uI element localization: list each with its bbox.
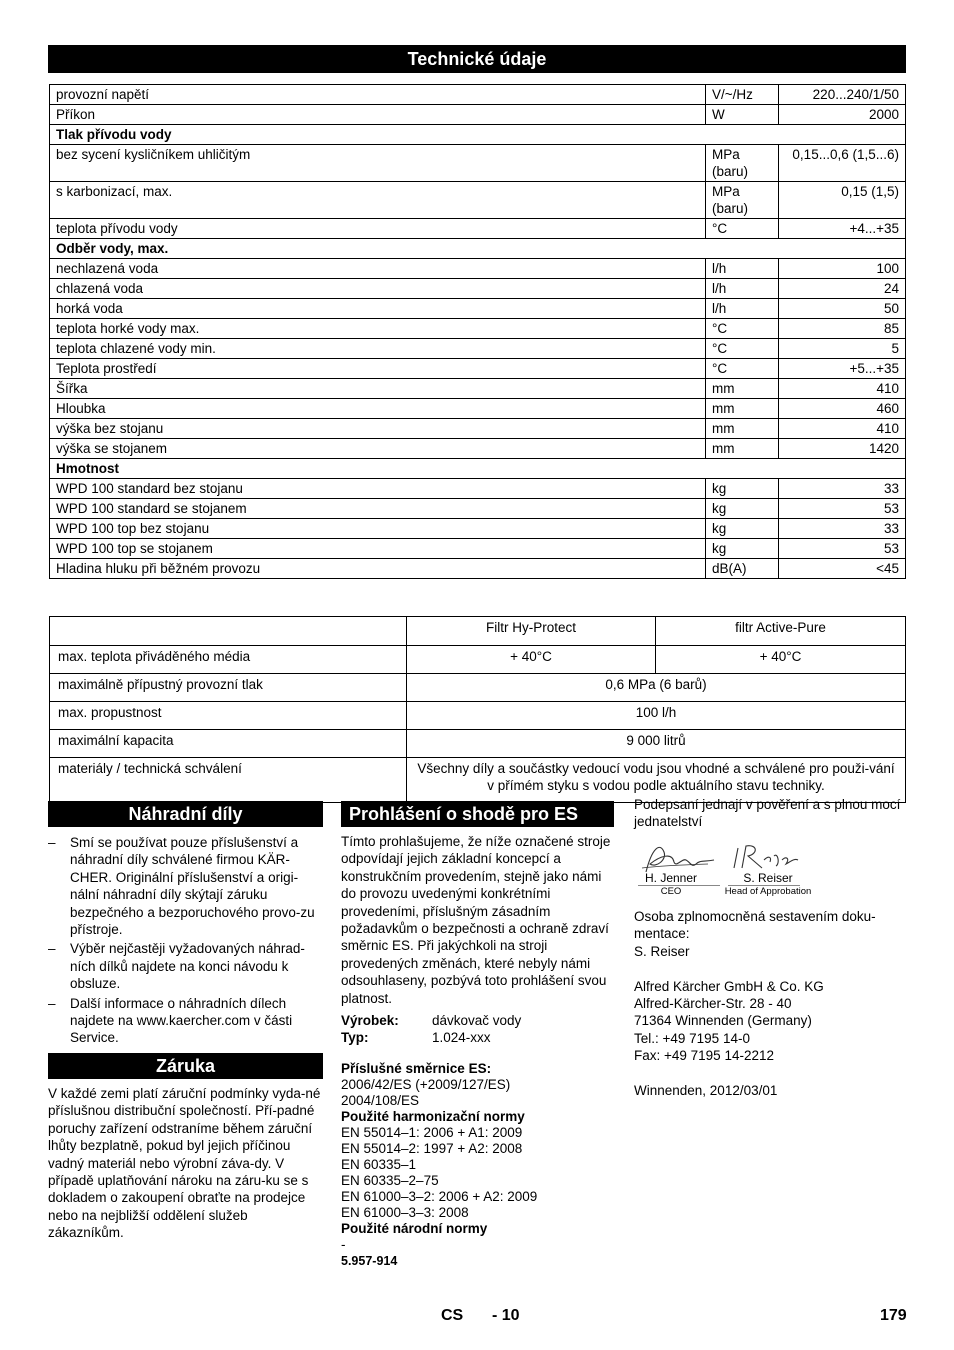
table-row — [50, 182, 906, 219]
cell-label: horká voda — [50, 299, 706, 319]
filter-cell-span: 0,6 MPa (6 barů) — [407, 674, 906, 702]
cell-label: Příkon — [50, 105, 706, 125]
filter-header-row — [50, 617, 906, 646]
company-line: Alfred Kärcher GmbH & Co. KG — [634, 978, 824, 994]
cell-value: 33 — [779, 479, 906, 499]
footer-local-page: - 10 — [492, 1307, 520, 1324]
list-item-text: Další informace o náhradních dílech najdete na www.kaercher.com v části Service. — [70, 995, 293, 1046]
table-row — [50, 499, 906, 519]
cell-value: 24 — [779, 279, 906, 299]
cell-label: Hladina hluku při běžném provozu — [50, 559, 706, 579]
cell-label: bez sycení kysličníkem uhličitým — [50, 145, 706, 182]
spare-parts-list — [48, 834, 323, 1047]
cell-unit: °C — [706, 319, 779, 339]
cell-value: 33 — [779, 519, 906, 539]
cell-label: s karbonizací, max. — [50, 182, 706, 219]
filter-row-label: maximálně přípustný provozní tlak — [50, 674, 407, 702]
footer-language: CS — [441, 1307, 464, 1324]
cell-label: teplota přívodu vody — [50, 219, 706, 239]
cell-unit: MPa (baru) — [706, 145, 779, 182]
documentation-section — [634, 908, 906, 1099]
table-row — [50, 399, 906, 419]
cell-label: nechlazená voda — [50, 259, 706, 279]
harmonized-item: EN 60335–2–75 — [341, 1173, 439, 1189]
cell-unit: kg — [706, 519, 779, 539]
section-header-label: Odběr vody, max. — [50, 239, 906, 259]
page-title: Technické údaje — [48, 45, 906, 73]
company-line: 71364 Winnenden (Germany) — [634, 1013, 812, 1029]
cell-unit: l/h — [706, 259, 779, 279]
cell-label: teplota chlazené vody min. — [50, 339, 706, 359]
table-row — [50, 519, 906, 539]
signature-reiser-icon — [728, 842, 800, 874]
section-header-label: Hmotnost — [50, 459, 906, 479]
table-row — [50, 299, 906, 319]
filter-cell-span: Všechny díly a součástky vedoucí vodu jsou vhodné a schválené pro použi-vání v přímém styku s vodou podle aktuálního stavu techniky. — [407, 758, 906, 803]
filter-cell-span: 100 l/h — [407, 702, 906, 730]
list-item — [48, 940, 323, 992]
signature-line — [728, 885, 800, 886]
cell-value: 53 — [779, 499, 906, 519]
filter-cell: + 40°C — [656, 646, 906, 674]
authorized-line: Osoba zplnomocněná sestavením doku- — [634, 909, 876, 924]
table-row — [50, 145, 906, 182]
directive-item: 2006/42/ES (+2009/127/ES) — [341, 1077, 511, 1093]
place-date: Winnenden, 2012/03/01 — [634, 1083, 778, 1099]
cell-unit: dB(A) — [706, 559, 779, 579]
cell-value: 410 — [779, 419, 906, 439]
cell-value: 2000 — [779, 105, 906, 125]
declaration-section — [341, 801, 614, 1269]
type-label: Typ: — [341, 1029, 369, 1045]
cell-unit: V/~/Hz — [706, 85, 779, 105]
harmonized-label: Použité harmonizační normy — [341, 1109, 525, 1125]
technical-data-table — [49, 84, 906, 579]
table-section-header — [50, 459, 906, 479]
table-row — [50, 539, 906, 559]
spare-parts-heading: Náhradní díly — [48, 801, 323, 827]
table-row — [50, 379, 906, 399]
dash-bullet-icon: – — [48, 995, 56, 1011]
warranty-text: V každé zemi platí záruční podmínky vyda-né příslušnou distribuční společností. Pří-padné poruchy zařízení odstraníme během záruční lhůty bezplatně, pokud byl jejich příčinou vadný materiál nebo výrobní záva-dy. V případě uplatňování nároku na záru-ku se s dokladem o zakoupení obraťte na prodejce nebo na nejbližší oddělení služeb zákazníkům. — [48, 1086, 321, 1241]
national-value: - — [341, 1237, 346, 1253]
cell-unit: W — [706, 105, 779, 125]
company-line: Fax: +49 7195 14-2212 — [634, 1048, 774, 1064]
cell-value: 53 — [779, 539, 906, 559]
directive-item: 2004/108/ES — [341, 1093, 420, 1109]
filter-row — [50, 702, 906, 730]
table-row — [50, 559, 906, 579]
authorized-line: mentace: — [634, 926, 690, 942]
company-line: Alfred-Kärcher-Str. 28 - 40 — [634, 996, 792, 1012]
table-row — [50, 259, 906, 279]
cell-unit: mm — [706, 439, 779, 459]
harmonized-item: EN 60335–1 — [341, 1157, 417, 1173]
cell-value: +4...+35 — [779, 219, 906, 239]
cell-label: výška se stojanem — [50, 439, 706, 459]
cell-value: <45 — [779, 559, 906, 579]
filter-row-label: max. teplota přiváděného média — [50, 646, 407, 674]
filter-header-cell: Filtr Hy-Protect — [407, 617, 656, 646]
list-item-text: Smí se používat pouze příslušenství a náhradní díly schválené firmou KÄR-CHER. Originální příslušenství a origi-nální náhradní díly skýtají záruku bezpečného a bezporuchového provo-zu přístroje. — [70, 835, 315, 938]
cell-value: 0,15...0,6 (1,5...6) — [779, 145, 906, 182]
filter-header-cell — [50, 617, 407, 646]
cell-unit: °C — [706, 339, 779, 359]
filter-header-cell: filtr Active-Pure — [656, 617, 906, 646]
cell-label: WPD 100 standard se stojanem — [50, 499, 706, 519]
cell-label: WPD 100 top se stojanem — [50, 539, 706, 559]
cell-unit: mm — [706, 399, 779, 419]
table-row — [50, 105, 906, 125]
cell-unit: l/h — [706, 279, 779, 299]
cell-value: 460 — [779, 399, 906, 419]
cell-label: provozní napětí — [50, 85, 706, 105]
signer-role: Head of Approbation — [724, 886, 812, 897]
cell-unit: l/h — [706, 299, 779, 319]
table-row — [50, 419, 906, 439]
footer-page-number: 179 — [880, 1307, 907, 1324]
national-label: Použité národní normy — [341, 1221, 488, 1237]
cell-value: 5 — [779, 339, 906, 359]
signature-line — [638, 885, 720, 886]
cell-value: 1420 — [779, 439, 906, 459]
filter-row — [50, 730, 906, 758]
warranty-section — [48, 1053, 323, 1242]
list-item-text: Výběr nejčastěji vyžadovaných náhrad-ních dílků najdete na konci návodu k obsluze. — [70, 941, 305, 992]
filter-row — [50, 646, 906, 674]
cell-unit: mm — [706, 379, 779, 399]
table-row — [50, 339, 906, 359]
dash-bullet-icon: – — [48, 941, 56, 957]
cell-value: 100 — [779, 259, 906, 279]
cell-value: 50 — [779, 299, 906, 319]
signer-name: H. Jenner — [644, 871, 698, 885]
cell-unit: kg — [706, 499, 779, 519]
product-value: dávkovač vody — [432, 1013, 522, 1029]
cell-unit: °C — [706, 219, 779, 239]
filter-row-label: maximální kapacita — [50, 730, 407, 758]
signer-role: CEO — [660, 886, 682, 897]
table-row — [50, 479, 906, 499]
list-item — [48, 834, 323, 938]
table-section-header — [50, 239, 906, 259]
cell-value: 220...240/1/50 — [779, 85, 906, 105]
cell-label: Hloubka — [50, 399, 706, 419]
harmonized-item: EN 61000–3–3: 2008 — [341, 1205, 469, 1221]
cell-value: +5...+35 — [779, 359, 906, 379]
cell-label: teplota horké vody max. — [50, 319, 706, 339]
cell-unit: mm — [706, 419, 779, 439]
spare-parts-section — [48, 801, 323, 1049]
dash-bullet-icon: – — [48, 835, 56, 850]
declaration-heading: Prohlášení o shodě pro ES — [341, 801, 614, 827]
table-row — [50, 279, 906, 299]
directives-label: Příslušné směrnice ES: — [341, 1061, 492, 1077]
section-header-label: Tlak přívodu vody — [50, 125, 906, 145]
table-row — [50, 439, 906, 459]
company-line: Tel.: +49 7195 14-0 — [634, 1030, 750, 1046]
table-row — [50, 219, 906, 239]
signatories-intro: Podepsaní jednají v pověření a s plnou mocí jednatelství — [634, 797, 901, 830]
table-row — [50, 85, 906, 105]
cell-unit: kg — [706, 479, 779, 499]
cell-unit: kg — [706, 539, 779, 559]
harmonized-item: EN 55014–1: 2006 + A1: 2009 — [341, 1125, 523, 1141]
filter-cell: + 40°C — [407, 646, 656, 674]
filter-row — [50, 674, 906, 702]
filter-row-label: max. propustnost — [50, 702, 407, 730]
table-row — [50, 319, 906, 339]
authorized-line: S. Reiser — [634, 943, 690, 959]
cell-value: 410 — [779, 379, 906, 399]
filter-table — [49, 616, 906, 803]
cell-unit: °C — [706, 359, 779, 379]
cell-label: výška bez stojanu — [50, 419, 706, 439]
cell-label: chlazená voda — [50, 279, 706, 299]
cell-label: WPD 100 top bez stojanu — [50, 519, 706, 539]
harmonized-item: EN 61000–3–2: 2006 + A2: 2009 — [341, 1189, 538, 1205]
warranty-heading: Záruka — [48, 1053, 323, 1079]
filter-cell-span: 9 000 litrů — [407, 730, 906, 758]
cell-label: Teplota prostředí — [50, 359, 706, 379]
filter-row-label: materiály / technická schválení — [50, 758, 407, 803]
signer-name: S. Reiser — [743, 871, 793, 885]
cell-value: 0,15 (1,5) — [779, 182, 906, 219]
document-code: 5.957-914 — [341, 1254, 398, 1269]
declaration-text: Tímto prohlašujeme, že níže označené stroje odpovídají jejich základní koncepcí a konstrukčním provedením, stejně jako námi do provozu uvedenými konkrétními provedeními, příslušným zásadním požadavkům o bezpečnosti a ochraně zdraví směrnic ES. Při jakýchkoli na stroji provedených změnách, které nebyly námi odsouhlaseny, pozbývá toto prohlášení svou platnost. — [341, 834, 611, 1006]
signatories-section — [634, 796, 906, 831]
list-item — [48, 995, 323, 1047]
harmonized-item: EN 55014–2: 1997 + A2: 2008 — [341, 1141, 523, 1157]
table-row — [50, 359, 906, 379]
cell-value: 85 — [779, 319, 906, 339]
cell-label: Šířka — [50, 379, 706, 399]
table-section-header — [50, 125, 906, 145]
product-label: Výrobek: — [341, 1013, 399, 1029]
cell-label: WPD 100 standard bez stojanu — [50, 479, 706, 499]
cell-unit: MPa (baru) — [706, 182, 779, 219]
type-value: 1.024-xxx — [432, 1029, 491, 1045]
